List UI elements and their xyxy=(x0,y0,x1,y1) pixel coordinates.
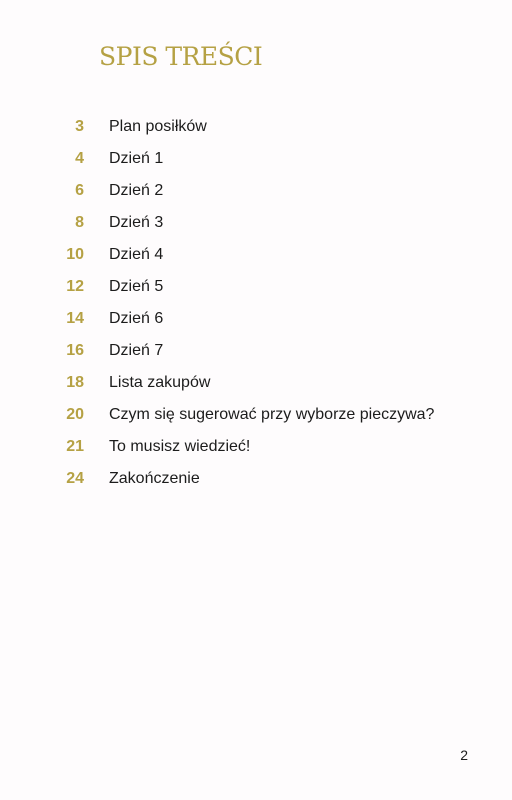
toc-entry-label: Czym się sugerować przy wyborze pieczywa? xyxy=(109,406,435,423)
toc-entry[interactable] xyxy=(0,367,512,399)
toc-entry[interactable] xyxy=(0,143,512,175)
toc-entry-label: Dzień 7 xyxy=(109,342,164,359)
toc-entry[interactable] xyxy=(0,399,512,431)
toc-entry-label: Dzień 3 xyxy=(109,214,164,231)
toc-page-number: 12 xyxy=(66,278,84,295)
toc-entry[interactable] xyxy=(0,207,512,239)
toc-page-number: 24 xyxy=(66,470,84,487)
toc-entry-label: Dzień 4 xyxy=(109,246,164,263)
toc-page-number: 20 xyxy=(66,406,84,423)
toc-page-number: 18 xyxy=(66,374,84,391)
toc-page-number: 21 xyxy=(66,438,84,455)
toc-entry-label: Zakończenie xyxy=(109,470,200,487)
table-of-contents xyxy=(0,111,512,495)
toc-page-number: 6 xyxy=(75,182,84,199)
toc-page-number: 3 xyxy=(75,118,84,135)
toc-entry[interactable] xyxy=(0,431,512,463)
toc-entry-label: Lista zakupów xyxy=(109,374,211,391)
toc-entry-label: Dzień 5 xyxy=(109,278,164,295)
toc-entry-label: To musisz wiedzieć! xyxy=(109,438,251,455)
toc-entry-label: Plan posiłków xyxy=(109,118,207,135)
toc-entry-label: Dzień 1 xyxy=(109,150,164,167)
toc-page-number: 4 xyxy=(75,150,84,167)
toc-entry-label: Dzień 2 xyxy=(109,182,164,199)
page-title: SPIS TREŚCI xyxy=(99,42,263,71)
toc-entry[interactable] xyxy=(0,175,512,207)
toc-page-number: 16 xyxy=(66,342,84,359)
toc-page-number: 14 xyxy=(66,310,84,327)
toc-entry[interactable] xyxy=(0,463,512,495)
toc-page-number: 8 xyxy=(75,214,84,231)
toc-entry[interactable] xyxy=(0,303,512,335)
page-number: 2 xyxy=(460,747,468,763)
toc-entry[interactable] xyxy=(0,111,512,143)
toc-page-number: 10 xyxy=(66,246,84,263)
toc-entry[interactable] xyxy=(0,271,512,303)
toc-entry[interactable] xyxy=(0,335,512,367)
toc-entry-label: Dzień 6 xyxy=(109,310,164,327)
toc-entry[interactable] xyxy=(0,239,512,271)
